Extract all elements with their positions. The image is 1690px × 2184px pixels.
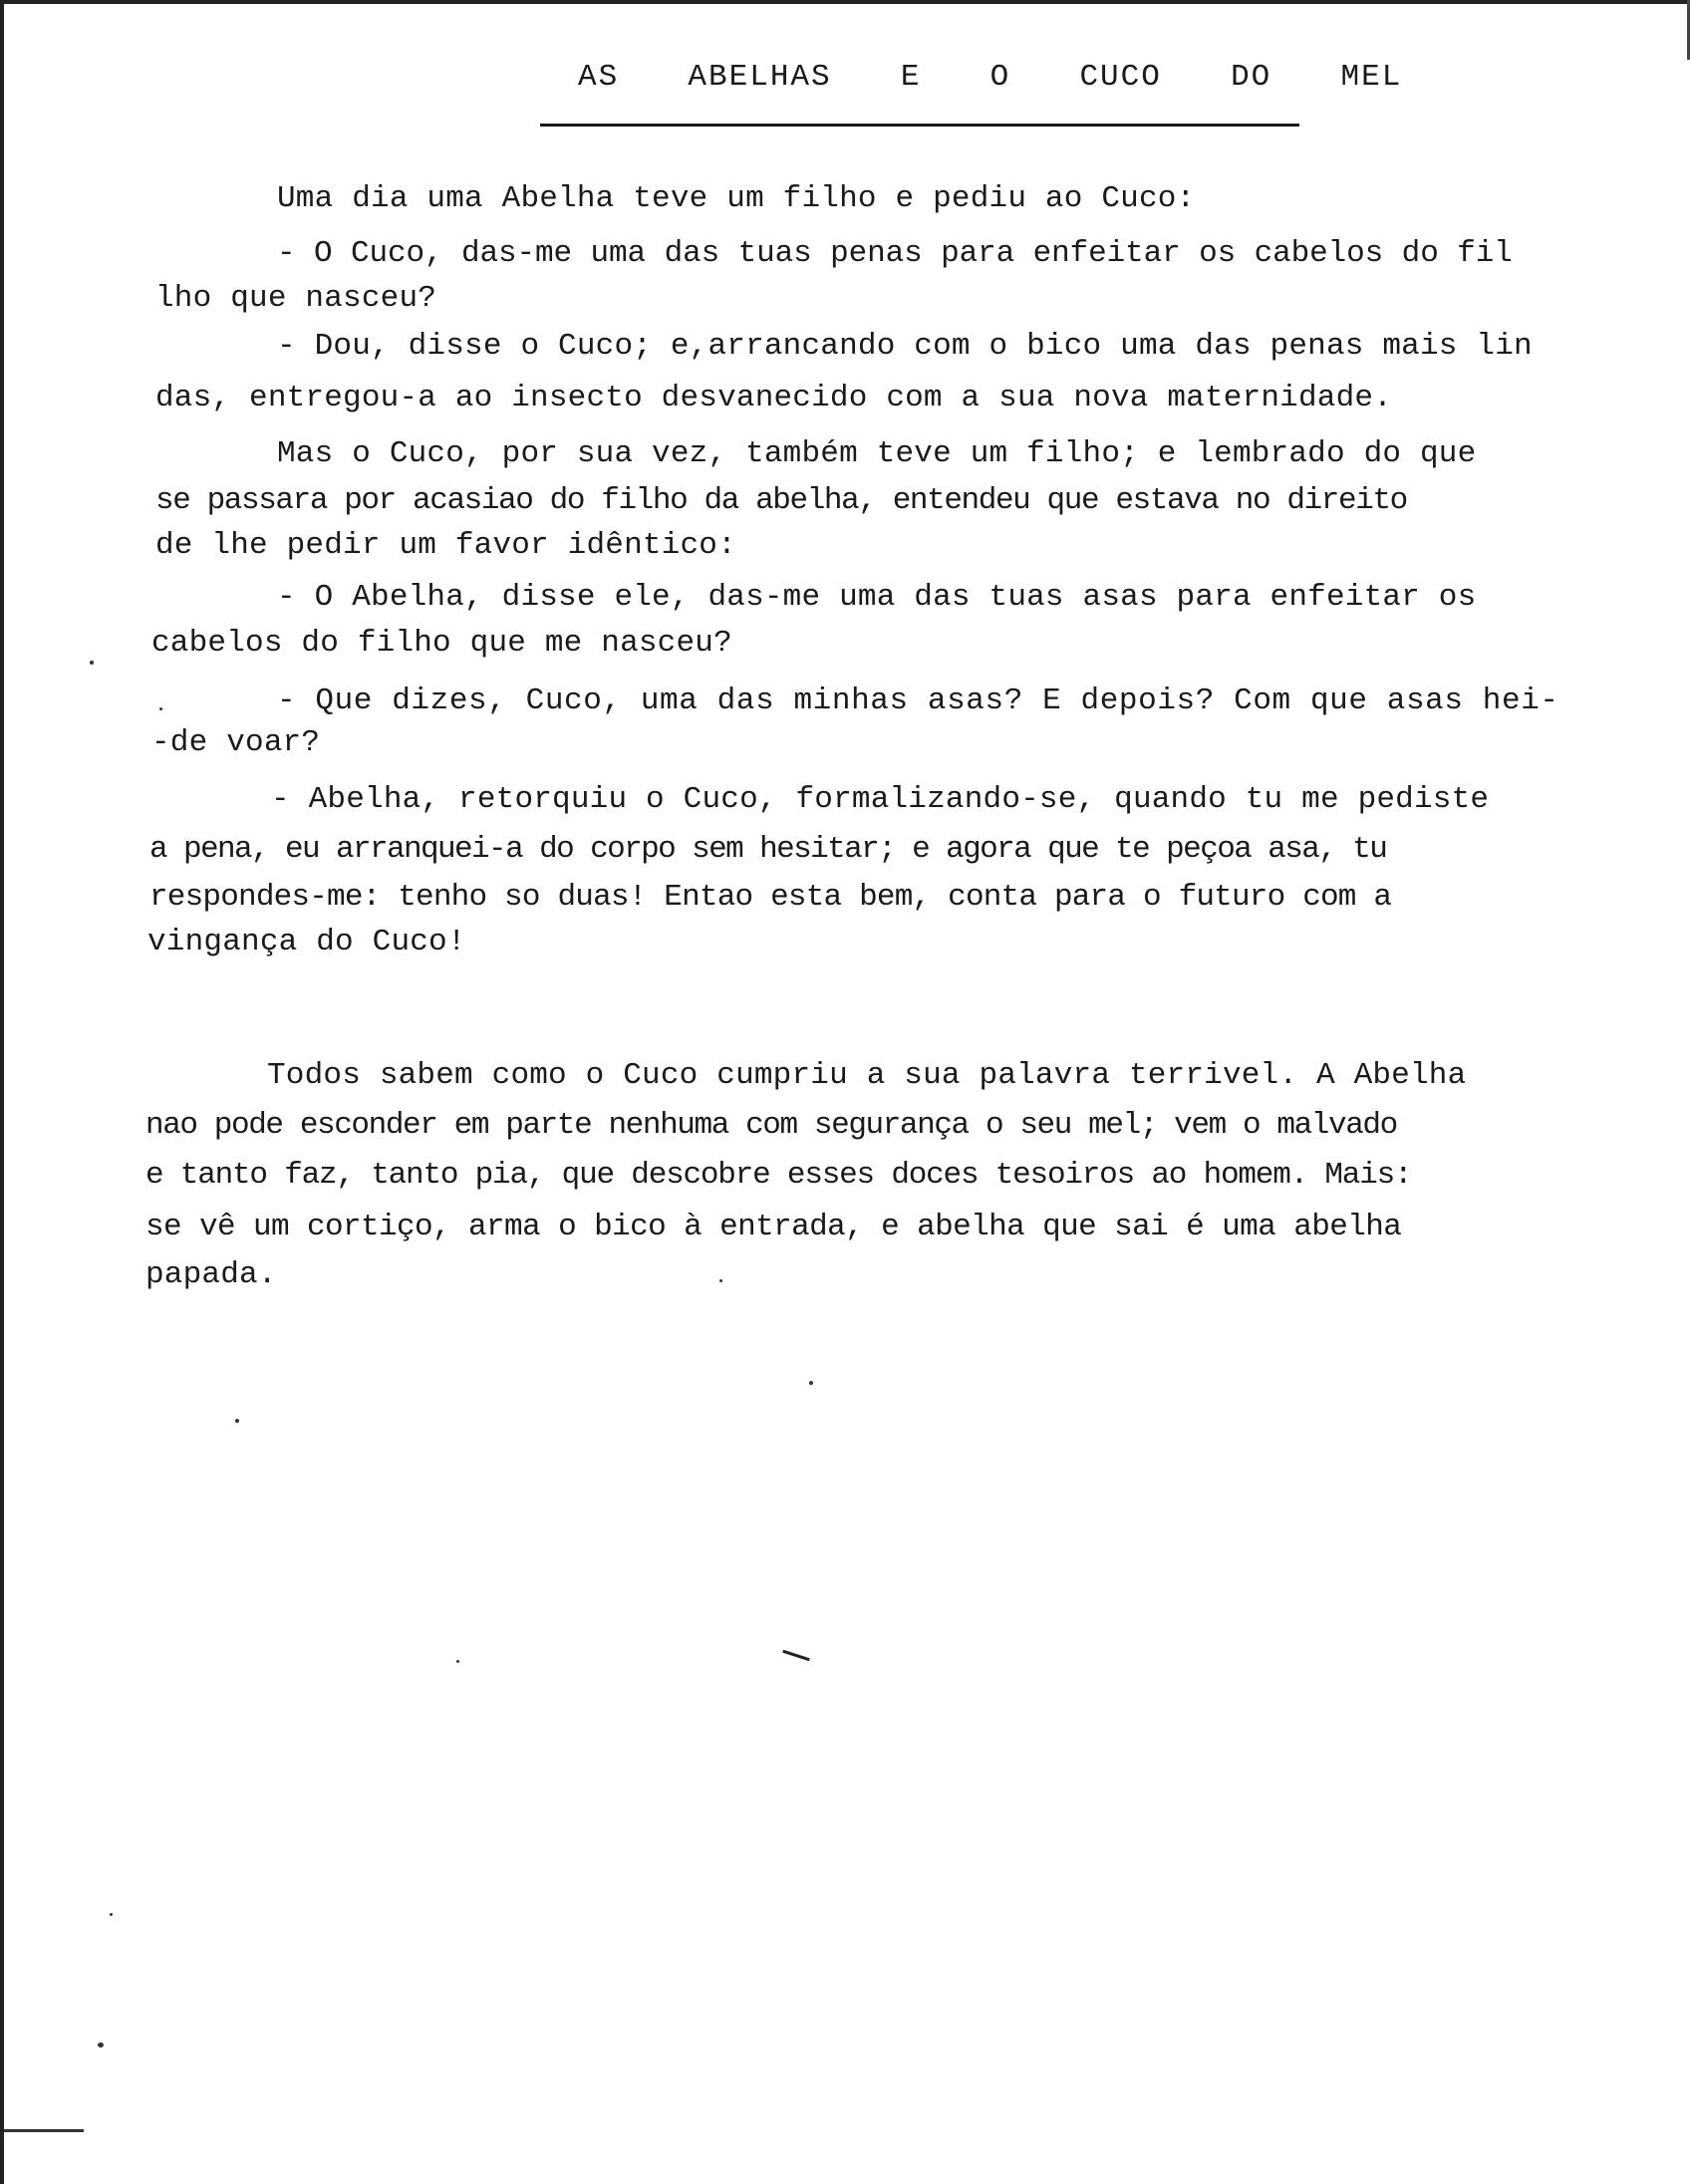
text-line: a pena, eu arranquei-a do corpo sem hesitar; e agora que te peçoa asa, tu bbox=[149, 832, 1387, 867]
document-title: AS ABELHAS E O CUCO DO MEL bbox=[578, 60, 1403, 95]
text-line: - Dou, disse o Cuco; e,arrancando com o bico uma das penas mais lin bbox=[277, 329, 1533, 364]
scan-speck bbox=[235, 1419, 239, 1423]
text-line: se passara por acasiao do filho da abelha, entendeu que estava no direito bbox=[155, 483, 1407, 518]
text-line: Mas o Cuco, por sua vez, também teve um filho; e lembrado do que bbox=[277, 436, 1477, 471]
text-line: lho que nasceu? bbox=[155, 281, 437, 316]
title-underline bbox=[540, 124, 1299, 127]
text-line: Uma dia uma Abelha teve um filho e pediu ao Cuco: bbox=[277, 181, 1196, 216]
scan-speck bbox=[719, 1279, 722, 1282]
text-line: cabelos do filho que me nasceu? bbox=[151, 626, 732, 661]
scan-mark bbox=[782, 1650, 810, 1662]
text-line: e tanto faz, tanto pia, que descobre esses doces tesoiros ao homem. Mais: bbox=[145, 1158, 1412, 1193]
text-line: Todos sabem como o Cuco cumpriu a sua palavra terrivel. A Abelha bbox=[267, 1058, 1467, 1093]
text-line: se vê um cortiço, arma o bico à entrada, e abelha que sai é uma abelha bbox=[145, 1210, 1402, 1244]
page-border-top bbox=[0, 0, 1690, 4]
text-line: vingança do Cuco! bbox=[147, 925, 466, 959]
scan-speck bbox=[110, 1913, 113, 1916]
scan-speck bbox=[159, 707, 162, 710]
text-line: - O Abelha, disse ele, das-me uma das tuas asas para enfeitar os bbox=[277, 580, 1477, 615]
scan-speck bbox=[809, 1381, 813, 1385]
text-line: - Abelha, retorquiu o Cuco, formalizando-se, quando tu me pediste bbox=[271, 782, 1490, 817]
scan-speck bbox=[456, 1660, 459, 1663]
text-line: papada. bbox=[145, 1257, 277, 1292]
scan-speck bbox=[90, 661, 94, 665]
text-line: - Que dizes, Cuco, uma das minhas asas? E depois? Com que asas hei- bbox=[277, 683, 1559, 718]
text-line: de lhe pedir um favor idêntico: bbox=[155, 528, 736, 563]
text-line: das, entregou-a ao insecto desvanecido com a sua nova maternidade. bbox=[155, 381, 1392, 415]
text-line: nao pode esconder em parte nenhuma com segurança o seu mel; vem o malvado bbox=[145, 1108, 1397, 1143]
page-corner-mark bbox=[4, 2129, 84, 2132]
text-line: -de voar? bbox=[151, 725, 321, 760]
text-line: - O Cuco, das-me uma das tuas penas para enfeitar os cabelos do fil bbox=[277, 236, 1513, 271]
scan-speck bbox=[98, 2043, 104, 2048]
page-border-left bbox=[0, 0, 4, 2184]
text-line: respondes-me: tenho so duas! Entao esta bem, conta para o futuro com a bbox=[149, 880, 1392, 915]
